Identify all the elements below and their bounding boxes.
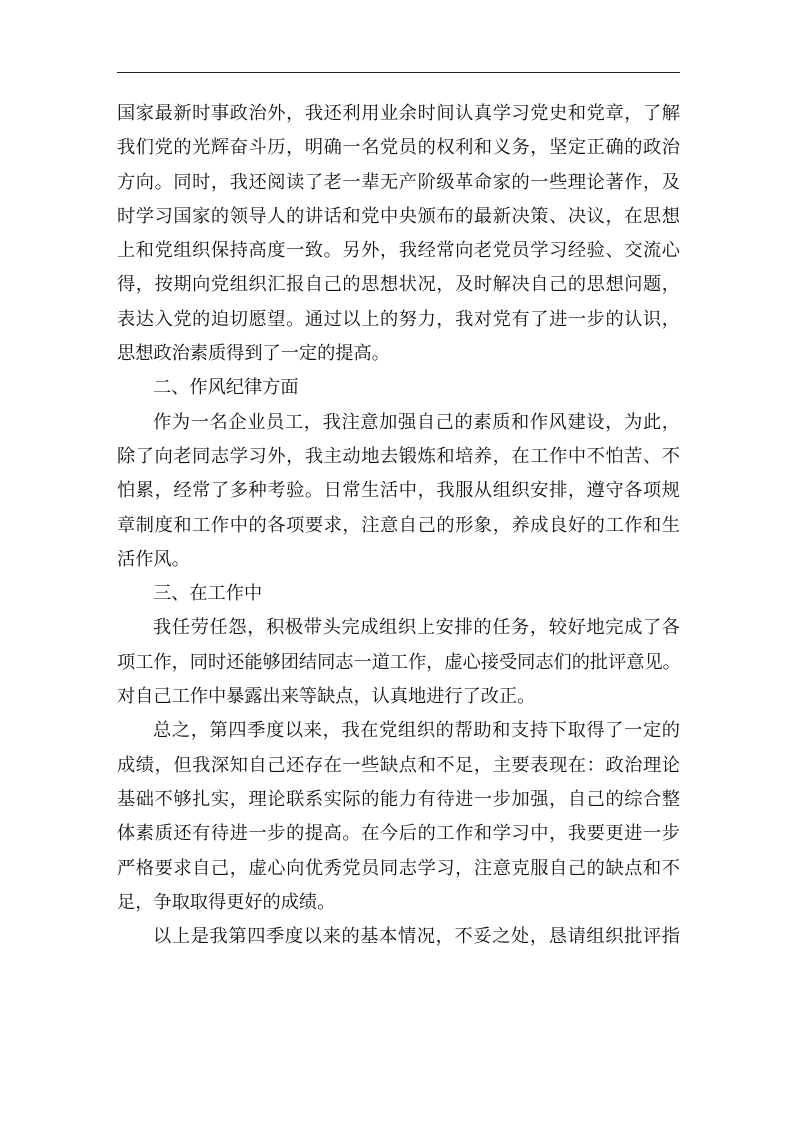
text-line: 三、在工作中: [153, 583, 263, 605]
text-line: 我们党的光辉奋斗历，明确一名党员的权利和义务，坚定正确的政治: [117, 137, 680, 159]
text-line: 上和党组织保持高度一致。另外，我经常向老党员学习经验、交流心: [117, 240, 680, 262]
text-line: 二、作风纪律方面: [153, 377, 299, 399]
text-line: 成绩，但我深知自己还存在一些缺点和不足，主要表现在：政治理论: [117, 754, 680, 776]
text-line: 我任劳任怨，积极带头完成组织上安排的任务，较好地完成了各: [153, 617, 680, 639]
text-line: 以上是我第四季度以来的基本情况，不妥之处，恳请组织批评指: [153, 926, 680, 948]
document-body: [117, 97, 680, 954]
text-line: 时学习国家的领导人的讲话和党中央颁布的最新决策、决议，在思想: [117, 205, 680, 227]
text-line: 作为一名企业员工，我注意加强自己的素质和作风建设，为此，: [153, 411, 680, 433]
text-line: 严格要求自己，虚心向优秀党员同志学习，注意克服自己的缺点和不: [117, 857, 680, 879]
text-line: 总之，第四季度以来，我在党组织的帮助和支持下取得了一定的: [153, 720, 680, 742]
text-line: 基础不够扎实，理论联系实际的能力有待进一步加强，自己的综合整: [117, 788, 680, 810]
text-line: 项工作，同时还能够团结同志一道工作，虚心接受同志们的批评意见。: [117, 651, 681, 673]
header-rule: [117, 72, 680, 73]
text-line: 得，按期向党组织汇报自己的思想状况，及时解决自己的思想问题，: [117, 274, 680, 296]
text-line: 足，争取取得更好的成绩。: [117, 891, 336, 913]
text-line: 表达入党的迫切愿望。通过以上的努力，我对党有了进一步的认识，: [117, 308, 680, 330]
text-line: 对自己工作中暴露出来等缺点，认真地进行了改正。: [117, 686, 536, 708]
text-line: 除了向老同志学习外，我主动地去锻炼和培养，在工作中不怕苦、不: [117, 445, 680, 467]
text-line: 活作风。: [117, 548, 190, 570]
text-line: 方向。同时，我还阅读了老一辈无产阶级革命家的一些理论著作，及: [117, 171, 680, 193]
text-line: 国家最新时事政治外，我还利用业余时间认真学习党史和党章，了解: [117, 103, 680, 124]
text-line: 体素质还有待进一步的提高。在今后的工作和学习中，我要更进一步: [117, 823, 680, 845]
text-line: 思想政治素质得到了一定的提高。: [117, 343, 390, 365]
text-line: 怕累，经常了多种考验。日常生活中，我服从组织安排，遵守各项规: [117, 480, 680, 502]
text-line: 章制度和工作中的各项要求，注意自己的形象，养成良好的工作和生: [117, 514, 680, 536]
